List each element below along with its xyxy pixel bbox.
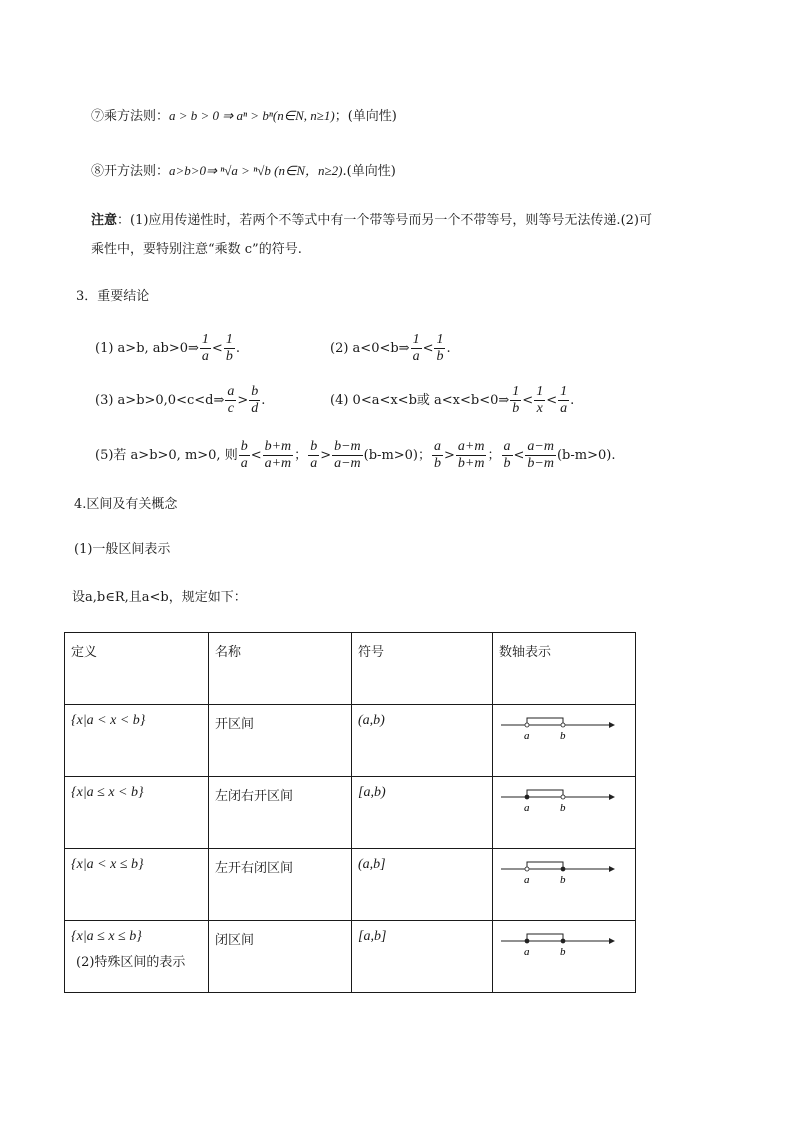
rule-8-label: ⑧开方法则： — [91, 164, 170, 179]
conclusion-1: (1) a>b, ab>0⇒ $\frac{1}{a}$ < $\frac{1}{b}$ . — [95, 332, 240, 364]
endpoint-b — [561, 867, 565, 871]
number-line-cell — [493, 705, 636, 777]
fraction: $\frac{a}{b}$ — [434, 439, 442, 471]
fraction: $\frac{1}{b}$ — [512, 384, 520, 416]
axis-arrow — [609, 722, 615, 728]
interval-table — [64, 632, 636, 993]
axis-label-a: a — [524, 802, 530, 814]
endpoint-b — [561, 939, 565, 943]
fraction: $\frac{b}{a}$ — [310, 439, 318, 471]
endpoint-b — [561, 723, 565, 727]
axis-label-b: b — [560, 874, 566, 886]
conclusion-3: (3) a>b>0,0<c<d⇒ $\frac{a}{c}$ > $\frac{b}{d}$ . — [95, 384, 266, 416]
endpoint-a — [525, 795, 529, 799]
conclusion-4-premise: (4) 0<a<x<b或 a<x<b<0⇒ — [330, 393, 510, 408]
fraction: $\frac{b}{a}$ — [240, 439, 248, 471]
interval-symbol: [a,b] — [352, 921, 493, 993]
number-line — [499, 929, 617, 963]
conclusion-2: (2) a<0<b⇒ $\frac{1}{a}$ < $\frac{1}{b}$ . — [330, 332, 451, 364]
fraction: $\frac{a+m}{b+m}$ — [457, 439, 485, 471]
endpoint-a — [525, 939, 529, 943]
table-header-cell: 名称 — [209, 633, 352, 705]
section-4-subheading-1: (1)一般区间表示 — [74, 542, 171, 557]
number-line — [499, 713, 617, 747]
section-3-heading: 3．重要结论 — [76, 289, 150, 304]
fraction: $\frac{a}{b}$ — [503, 439, 511, 471]
fraction: $\frac{b-m}{a-m}$ — [334, 439, 361, 471]
fraction: $\frac{1}{a}$ — [201, 332, 209, 364]
interval-bracket — [527, 790, 563, 797]
fraction: $\frac{1}{b}$ — [225, 332, 233, 364]
conclusion-5: (5)若 a>b>0, m>0, 则 $\frac{b}{a}$ < $\frac{b+m}{a+m}$ ； $\frac{b}{a}$ > $\frac{b-m}{a-m}$ (b-m>0)； $\frac{a}{b}$ > $\frac{a+m}{b+m}$ ； $\frac{a}{b}$ < $\frac{a-m}{b-m}$ (b-m>0). — [95, 439, 616, 471]
axis-label-a: a — [524, 874, 530, 886]
number-line-cell — [493, 777, 636, 849]
table-header-row — [65, 633, 636, 705]
rule-8-note: .(单向性) — [342, 164, 396, 179]
rule-8 — [91, 161, 396, 182]
fraction: $\frac{1}{a}$ — [412, 332, 420, 364]
conclusion-3-premise: (3) a>b>0,0<c<d⇒ — [95, 393, 225, 408]
fraction: $\frac{b+m}{a+m}$ — [264, 439, 292, 471]
endpoint-a — [525, 723, 529, 727]
table-row — [65, 849, 636, 921]
axis-label-b: b — [560, 802, 566, 814]
fraction: $\frac{b}{d}$ — [251, 384, 259, 416]
fraction: $\frac{1}{a}$ — [560, 384, 568, 416]
number-line — [499, 857, 617, 891]
axis-label-a: a — [524, 730, 530, 742]
interval-bracket — [527, 862, 563, 869]
conclusion-5-premise: (5)若 a>b>0, m>0, 则 — [95, 448, 238, 463]
interval-definition: {x|a ≤ x ≤ b} — [65, 921, 209, 993]
interval-bracket — [527, 718, 563, 725]
fraction: $\frac{a-m}{b-m}$ — [527, 439, 554, 471]
fraction: $\frac{1}{x}$ — [536, 384, 544, 416]
endpoint-b — [561, 795, 565, 799]
axis-label-b: b — [560, 730, 566, 742]
number-line — [499, 785, 617, 819]
axis-arrow — [609, 794, 615, 800]
note-line-2: 乘性中，要特别注意“乘数 c”的符号. — [91, 242, 302, 257]
conclusion-4: (4) 0<a<x<b或 a<x<b<0⇒ $\frac{1}{b}$ < $\frac{1}{x}$ < $\frac{1}{a}$ . — [330, 384, 575, 416]
table-header-cell: 数轴表示 — [493, 633, 636, 705]
note-text-1: ：(1)应用传递性时，若两个不等式中有一个带等号而另一个不带等号，则等号无法传递.(2)可 — [117, 213, 652, 228]
conclusion-1-premise: (1) a>b, ab>0⇒ — [95, 341, 199, 356]
interval-name: 左开右闭区间 — [209, 849, 352, 921]
rule-7-note: ；(单向性) — [334, 109, 397, 124]
interval-symbol: [a,b) — [352, 777, 493, 849]
table-header-cell: 定义 — [65, 633, 209, 705]
axis-arrow — [609, 938, 615, 944]
number-line-cell — [493, 849, 636, 921]
rule-8-formula: a>b>0⇒ ⁿ√a > ⁿ√b (n∈N，n≥2) — [169, 163, 343, 178]
endpoint-a — [525, 867, 529, 871]
interval-definition: {x|a < x ≤ b} — [65, 849, 209, 921]
rule-7-formula: a > b > 0 ⇒ aⁿ > bⁿ(n∈N, n≥1) — [169, 108, 335, 123]
table-header-cell: 符号 — [352, 633, 493, 705]
fraction: $\frac{1}{b}$ — [436, 332, 444, 364]
section-4-heading: 4.区间及有关概念 — [74, 497, 178, 512]
section-4-intro: 设a,b∈R,且a<b，规定如下： — [72, 590, 247, 605]
table-row — [65, 777, 636, 849]
axis-arrow — [609, 866, 615, 872]
interval-bracket — [527, 934, 563, 941]
interval-name: 开区间 — [209, 705, 352, 777]
rule-7 — [91, 106, 397, 127]
section-4-subheading-2: (2)特殊区间的表示 — [76, 955, 186, 970]
conclusion-2-premise: (2) a<0<b⇒ — [330, 341, 410, 356]
interval-definition: {x|a < x < b} — [65, 705, 209, 777]
axis-label-a: a — [524, 946, 530, 958]
interval-name: 左闭右开区间 — [209, 777, 352, 849]
interval-definition: {x|a ≤ x < b} — [65, 777, 209, 849]
fraction: $\frac{a}{c}$ — [227, 384, 235, 416]
number-line-cell — [493, 921, 636, 993]
rule-7-label: ⑦乘方法则： — [91, 109, 170, 124]
interval-symbol: (a,b) — [352, 705, 493, 777]
note-label: 注意 — [91, 213, 118, 228]
interval-symbol: (a,b] — [352, 849, 493, 921]
table-row — [65, 705, 636, 777]
axis-label-b: b — [560, 946, 566, 958]
interval-name: 闭区间 — [209, 921, 352, 993]
note-line-1 — [91, 211, 652, 231]
